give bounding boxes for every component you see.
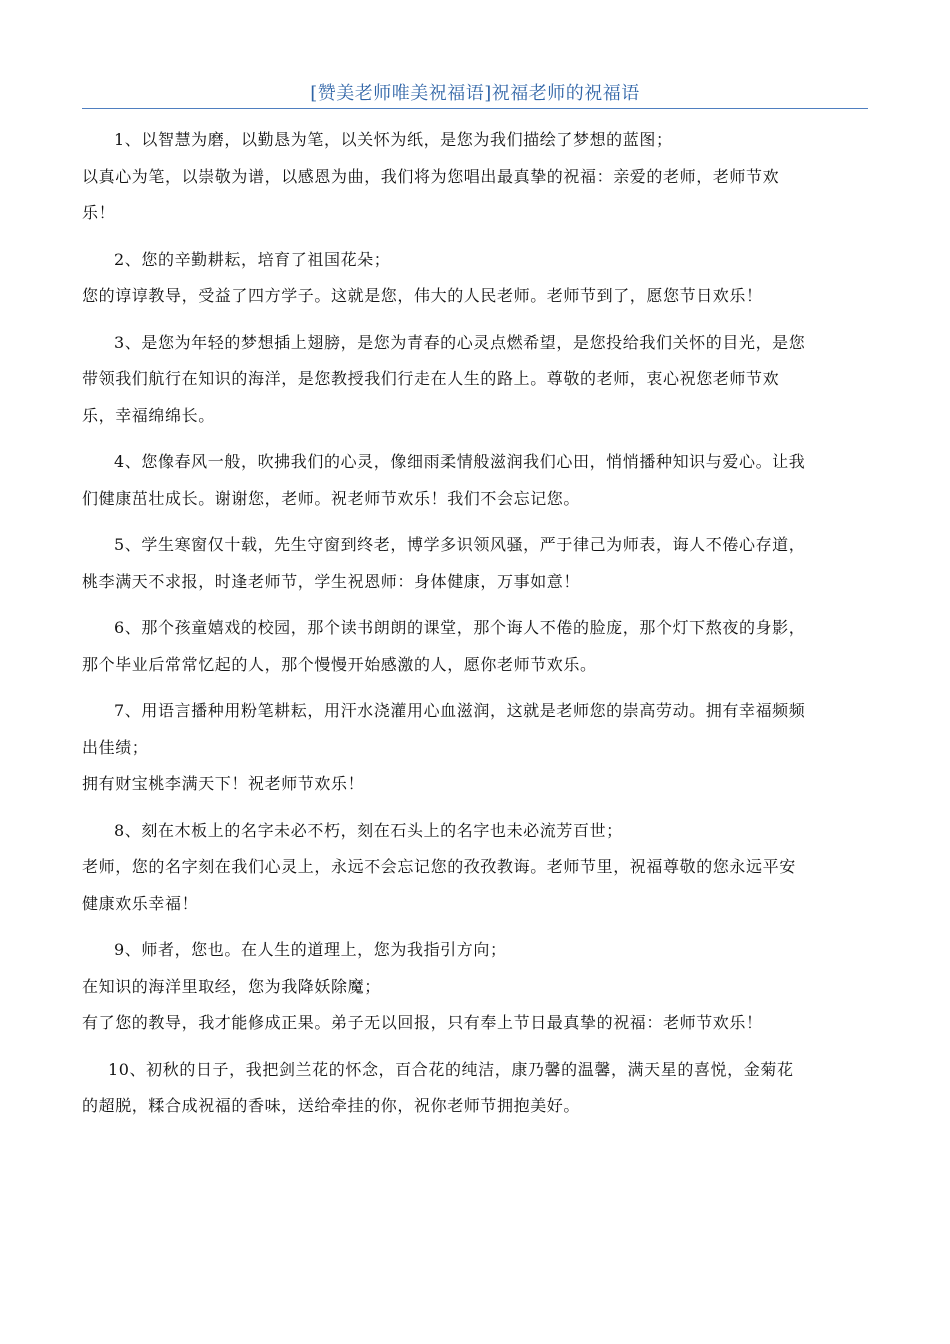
paragraph-line: 出佳绩； <box>82 737 149 757</box>
paragraph-line: 那个毕业后常常忆起的人，那个慢慢开始感激的人，愿你老师节欢乐。 <box>82 654 597 674</box>
paragraph-line: 2、您的辛勤耕耘，培育了祖国花朵； <box>114 249 391 269</box>
paragraph-line: 您的谆谆教导，受益了四方学子。这就是您，伟大的人民老师。老师节到了，愿您节日欢乐！ <box>82 286 763 305</box>
paragraph-line: 3、是您为年轻的梦想插上翅膀，是您为青春的心灵点燃希望，是您投给我们关怀的目光，是您 <box>114 332 806 352</box>
paragraph-line: 10、初秋的日子，我把剑兰花的怀念，百合花的纯洁，康乃馨的温馨，满天星的喜悦，金菊花 <box>108 1059 794 1079</box>
paragraph-line: 乐，幸福绵绵长。 <box>82 405 215 425</box>
paragraph-line: 老师，您的名字刻在我们心灵上，永远不会忘记您的孜孜教诲。老师节里，祝福尊敬的您永远平安 <box>82 857 796 876</box>
blessing-entry-1 <box>82 122 868 232</box>
paragraph-line: 带领我们航行在知识的海洋，是您教授我们行走在人生的路上。尊敬的老师，衷心祝您老师节欢 <box>82 369 780 388</box>
blessing-entry-2 <box>82 242 868 315</box>
paragraph-line: 5、学生寒窗仅十载，先生守窗到终老，博学多识领风骚，严于律己为师表，诲人不倦心存道， <box>114 535 806 554</box>
paragraph-line: 4、您像春风一般，吹拂我们的心灵，像细雨柔情般滋润我们心田，悄悄播种知识与爱心。让我 <box>114 452 806 471</box>
paragraph-line: 1、以智慧为磨，以勤恳为笔，以关怀为纸，是您为我们描绘了梦想的蓝图； <box>114 130 673 149</box>
blessing-entry-4 <box>82 444 868 517</box>
blessing-entry-3 <box>82 325 868 435</box>
paragraph-line: 有了您的教导，我才能修成正果。弟子无以回报，只有奉上节日最真挚的祝福：老师节欢乐！ <box>82 1013 763 1032</box>
blessing-entry-8 <box>82 813 868 923</box>
paragraph-line: 6、那个孩童嬉戏的校园，那个读书朗朗的课堂，那个诲人不倦的脸庞，那个灯下熬夜的身影， <box>114 618 806 637</box>
paragraph-line: 在知识的海洋里取经，您为我降妖除魔； <box>82 976 381 996</box>
blessing-entry-6 <box>82 610 868 683</box>
paragraph-line: 们健康茁壮成长。谢谢您，老师。祝老师节欢乐！我们不会忘记您。 <box>82 488 581 508</box>
blessing-entry-7 <box>82 693 868 803</box>
paragraph-line: 的超脱，糅合成祝福的香味，送给牵挂的你，祝你老师节拥抱美好。 <box>82 1096 581 1115</box>
paragraph-line: 乐！ <box>82 203 116 222</box>
page-title: [赞美老师唯美祝福语]祝福老师的祝福语 <box>310 83 640 104</box>
paragraph-line: 健康欢乐幸福！ <box>82 893 199 913</box>
title-underline <box>82 108 868 109</box>
paragraph-line: 桃李满天不求报，时逢老师节，学生祝恩师：身体健康，万事如意！ <box>82 571 581 591</box>
document-body <box>82 122 868 1135</box>
paragraph-line: 以真心为笔，以崇敬为谱，以感恩为曲，我们将为您唱出最真挚的祝福：亲爱的老师，老师节欢 <box>82 166 780 186</box>
paragraph-line: 7、用语言播种用粉笔耕耘，用汗水浇灌用心血滋润，这就是老师您的崇高劳动。拥有幸福频频 <box>114 701 806 720</box>
paragraph-line: 9、师者，您也。在人生的道理上，您为我指引方向； <box>114 940 507 959</box>
blessing-entry-9 <box>82 932 868 1042</box>
paragraph-line: 拥有财宝桃李满天下！祝老师节欢乐！ <box>82 774 365 793</box>
blessing-entry-10 <box>82 1052 868 1125</box>
paragraph-line: 8、刻在木板上的名字未必不朽，刻在石头上的名字也未必流芳百世； <box>114 820 623 840</box>
blessing-entry-5 <box>82 527 868 600</box>
